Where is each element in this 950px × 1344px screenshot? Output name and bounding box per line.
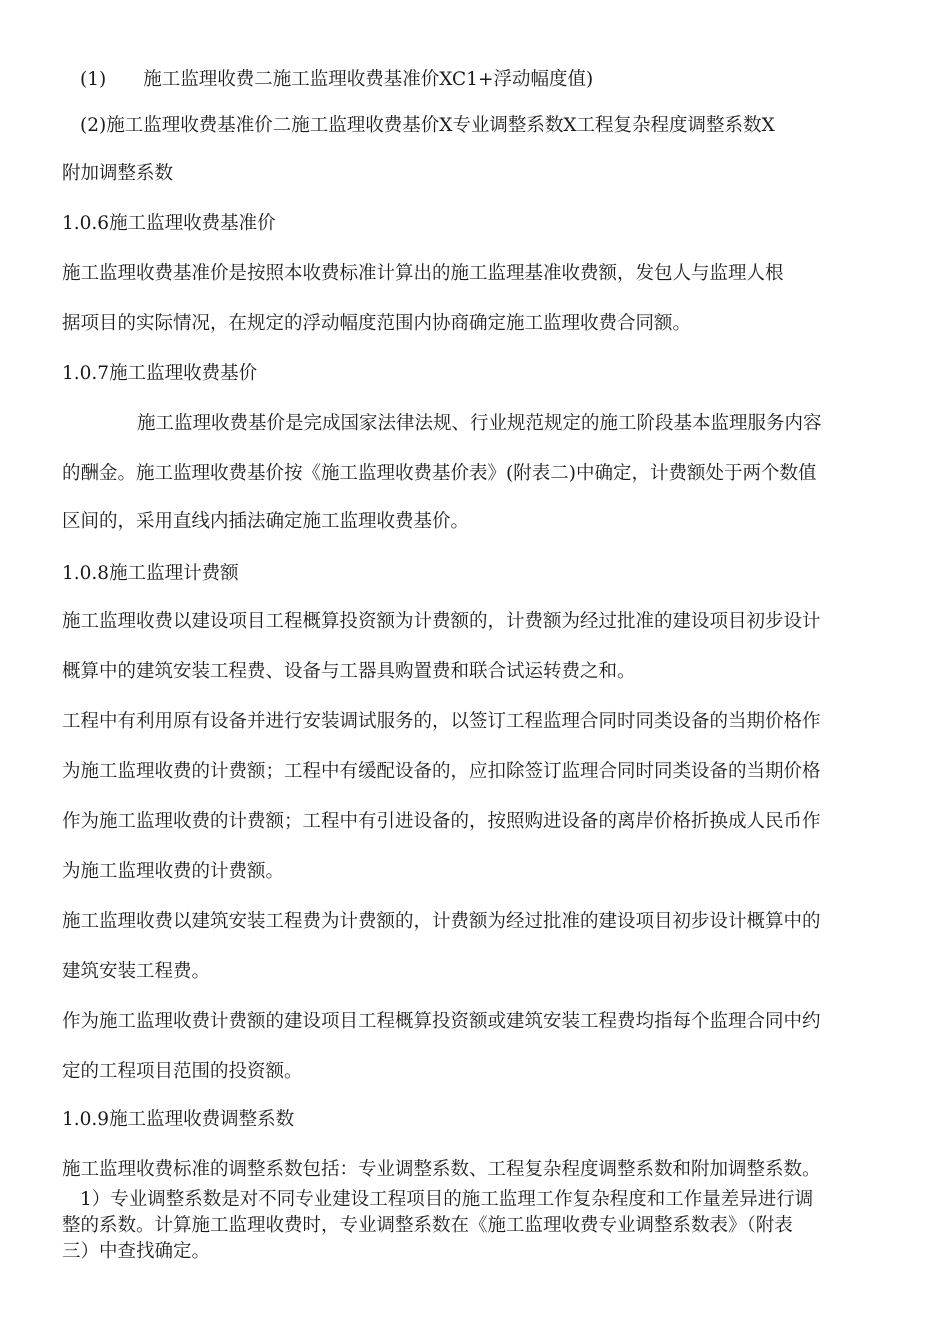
heading-1-0-9: 1.0.9施工监理收费调整系数 — [62, 1109, 295, 1130]
formula-line-2: (2)施工监理收费基准价二施工监理收费基价X专业调整系数X工程复杂程度调整系数X — [80, 115, 775, 136]
paragraph-line: 为施工监理收费的计费额。 — [62, 861, 285, 882]
paragraph-line: 区间的，采用直线内插法确定施工监理收费基价。 — [62, 511, 470, 532]
paragraph-line: 施工监理收费以建筑安装工程费为计费额的，计费额为经过批准的建设项目初步设计概算中的 — [62, 911, 821, 932]
paragraph-line: 施工监理收费基准价是按照本收费标准计算出的施工监理基准收费额，发包人与监理人根 — [62, 263, 784, 284]
formula-line-1: (1) 施工监理收费二施工监理收费基准价XC1+浮动幅度值) — [80, 69, 594, 90]
paragraph-line: 作为施工监理收费的计费额；工程中有引进设备的，按照购进设备的离岸价格折换成人民币作 — [62, 811, 821, 832]
list-item-line: 三）中查找确定。 — [62, 1241, 211, 1262]
formula-line-2-cont: 附加调整系数 — [62, 163, 174, 184]
paragraph-line: 概算中的建筑安装工程费、设备与工器具购置费和联合试运转费之和。 — [62, 661, 636, 682]
paragraph-line: 施工监理收费标准的调整系数包括：专业调整系数、工程复杂程度调整系数和附加调整系数。 — [62, 1159, 821, 1180]
list-item-line: 整的系数。计算施工监理收费时，专业调整系数在《施工监理收费专业调整系数表》（附表 — [62, 1215, 793, 1236]
paragraph-line: 施工监理收费以建设项目工程概算投资额为计费额的，计费额为经过批准的建设项目初步设计 — [62, 611, 821, 632]
paragraph-line: 为施工监理收费的计费额；工程中有缓配设备的，应扣除签订监理合同时同类设备的当期价格 — [62, 761, 821, 782]
paragraph-line: 据项目的实际情况，在规定的浮动幅度范围内协商确定施工监理收费合同额。 — [62, 313, 692, 334]
heading-1-0-7: 1.0.7施工监理收费基价 — [62, 363, 258, 384]
paragraph-line: 的酬金。施工监理收费基价按《施工监理收费基价表》(附表二)中确定，计费额处于两个数值 — [62, 463, 817, 484]
paragraph-line: 建筑安装工程费。 — [62, 961, 211, 982]
list-item-line: 1）专业调整系数是对不同专业建设工程项目的施工监理工作复杂程度和工作量差异进行调 — [80, 1189, 814, 1210]
heading-1-0-6: 1.0.6施工监理收费基准价 — [62, 213, 276, 234]
paragraph-line: 作为施工监理收费计费额的建设项目工程概算投资额或建筑安装工程费均指每个监理合同中约 — [62, 1011, 821, 1032]
heading-1-0-8: 1.0.8施工监理计费额 — [62, 563, 239, 584]
paragraph-line: 施工监理收费基价是完成国家法律法规、行业规范规定的施工阶段基本监理服务内容 — [137, 413, 822, 434]
paragraph-line: 定的工程项目范围的投资额。 — [62, 1061, 303, 1082]
paragraph-line: 工程中有利用原有设备并进行安装调试服务的，以签订工程监理合同时同类设备的当期价格作 — [62, 711, 821, 732]
